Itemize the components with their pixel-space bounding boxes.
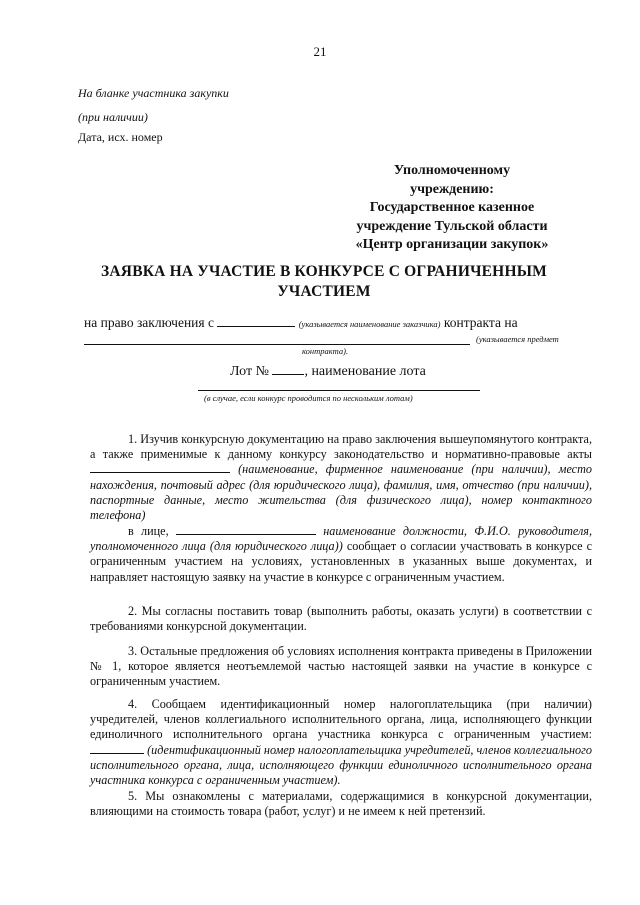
paragraph-4: [90, 697, 592, 788]
paragraph-3: 3. Остальные предложения об условиях исполнения контракта приведены в Приложении № 1, которое является неотъемлемой частью настоящей заявки на участие в конкурсе с ограниченным участием.: [90, 644, 592, 689]
page-number: 21: [313, 44, 327, 59]
lot-hint: (в случае, если конкурс проводится по нескольким лотам): [204, 393, 413, 403]
p1-text: 1. Изучив конкурсную документацию на право заключения вышеупомянутого контракта, а также применимые к данному конкурсу законодательство и нормативно-правовые акты: [90, 432, 592, 462]
p1-in-person: в лице,: [128, 524, 169, 538]
representative-blank: [176, 524, 316, 535]
lot-name-label: , наименование лота: [304, 364, 426, 379]
subject-hint: (указывается предмет: [476, 334, 559, 344]
p1-participant-hint: (наименование, фирменное наименование (при наличии), место нахождения, почтовый адрес (для юридического лица), фамилия, имя, отчество (при наличии), паспортные данные, место жительства (для физического лица), номер контактного телефона): [90, 462, 592, 523]
contract-line: [84, 315, 518, 331]
addressee-block: [322, 162, 582, 255]
contract-lead: на право заключения с: [84, 315, 214, 330]
inn-blank: [90, 743, 144, 754]
lot-name-blank: [198, 390, 480, 391]
addressee-line: Государственное казенное: [369, 200, 535, 215]
p4-inn-hint: (идентификационный номер налогоплательщика учредителей, членов коллегиального исполнительного органа, лица, исполняющего функции единоличного исполнительного органа участника конкурса с ограниченным участием).: [90, 742, 593, 788]
addressee-line: Уполномоченному: [393, 163, 511, 178]
participant-blank: [90, 462, 230, 473]
addressee-line: «Центр организации закупок»: [355, 237, 549, 252]
lot-number-blank: [272, 364, 304, 375]
paragraph-5: 5. Мы ознакомлены с материалами, содержащимися в конкурсной документации, влияющими на стоимость товара (работ, услуг) и не имеем к ней претензий.: [90, 789, 592, 819]
paragraph-1-representative: [90, 524, 592, 585]
letterhead-note-optional: (при наличии): [78, 110, 148, 124]
addressee-line: учреждение Тульской области: [356, 218, 548, 234]
subject-blank: [84, 344, 470, 345]
document-title: [60, 262, 588, 302]
date-ref-number: Дата, исх. номер: [78, 130, 163, 144]
subject-hint-cont: контракта).: [302, 346, 349, 356]
paragraph-2: 2. Мы согласны поставить товар (выполнить работы, оказать услуги) в соответствии с требованиями конкурсной документации.: [90, 604, 592, 634]
contract-tail: контракта на: [443, 315, 518, 330]
lot-line: [230, 364, 426, 380]
paragraph-1: [90, 432, 592, 523]
p1-representative-hint: наименование должности, Ф.И.О. руководителя, уполномоченного лица (для юридического лица)): [90, 524, 593, 554]
title-line: УЧАСТИЕМ: [277, 283, 371, 300]
lot-label: Лот №: [230, 364, 269, 379]
customer-blank: [217, 316, 295, 327]
letterhead-note: На бланке участника закупки: [78, 86, 229, 100]
p4-text: 4. Сообщаем идентификационный номер налогоплательщика (при наличии) учредителей, членов коллегиального исполнительного органа, лица, исполняющего функции единоличного исполнительного органа участника конкурса с ограниченным участием:: [90, 697, 592, 742]
p1-consent: сообщает о согласии участвовать в конкурсе с ограниченным участием на условиях, установленных в указанных выше документах, и направляет настоящую заявку на участие в конкурсе с ограниченным участием.: [90, 539, 592, 584]
customer-hint: (указывается наименование заказчика): [298, 319, 441, 329]
addressee-line: учреждению:: [410, 181, 494, 197]
title-line: ЗАЯВКА НА УЧАСТИЕ В КОНКУРСЕ С ОГРАНИЧЕННЫМ: [101, 263, 547, 280]
